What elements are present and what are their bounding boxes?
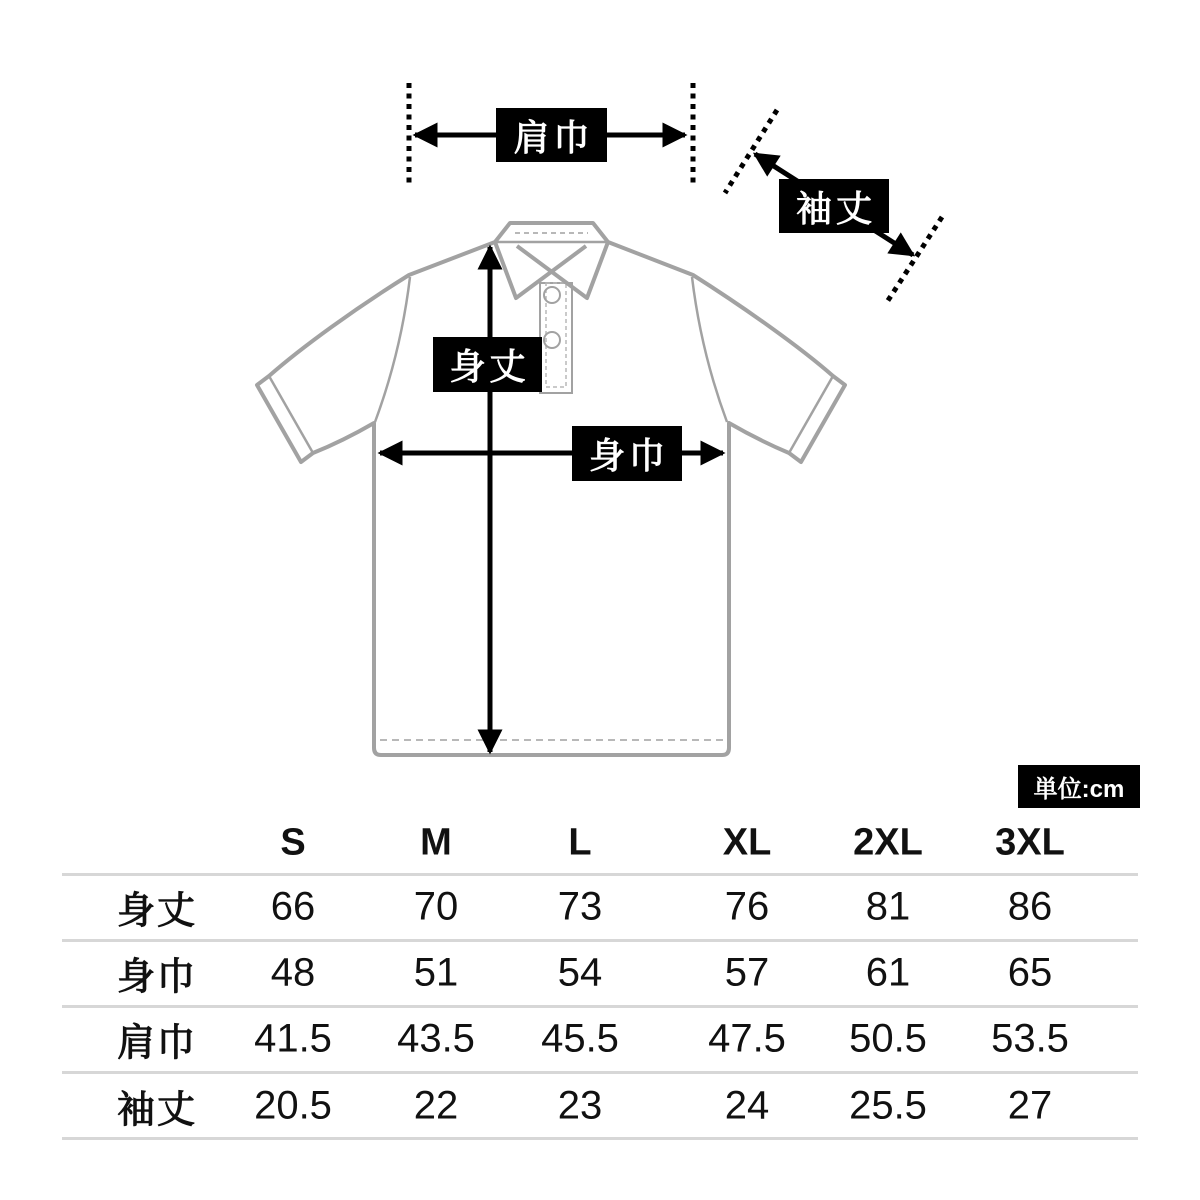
table-cell: 22 (413, 1083, 459, 1128)
table-cell: 65 (1007, 950, 1053, 995)
body-length-label: 身丈 (433, 337, 542, 392)
polo-shirt-drawing (257, 223, 845, 755)
sleeve-guide-lower (887, 217, 942, 302)
table-cell: 57 (724, 950, 770, 995)
table-cell: 23 (557, 1083, 603, 1128)
table-cell: 66 (270, 884, 316, 929)
column-header-2xl: 2XL (853, 821, 923, 864)
table-cell: 70 (413, 884, 459, 929)
table-divider (62, 873, 1138, 876)
row-label-sleeve-length: 袖丈 (116, 1089, 198, 1132)
table-cell: 43.5 (397, 1016, 475, 1061)
table-cell: 86 (1007, 884, 1053, 929)
shoulder-width-label: 肩巾 (496, 108, 607, 162)
column-header-3xl: 3XL (995, 821, 1065, 864)
table-divider (62, 1137, 1138, 1140)
body-width-label: 身巾 (572, 426, 682, 481)
table-cell: 24 (724, 1083, 770, 1128)
table-cell: 50.5 (849, 1016, 927, 1061)
row-label-body-width: 身巾 (116, 956, 198, 999)
table-divider (62, 939, 1138, 942)
sleeve-length-label: 袖丈 (779, 179, 889, 233)
table-cell: 41.5 (254, 1016, 332, 1061)
unit-label: 単位:cm (1018, 765, 1140, 808)
table-cell: 76 (724, 884, 770, 929)
column-header-xl: XL (722, 821, 772, 864)
sleeve-guide-upper (725, 110, 777, 193)
table-cell: 27 (1007, 1083, 1053, 1128)
table-cell: 51 (413, 950, 459, 995)
row-label-shoulder-width: 肩巾 (116, 1022, 198, 1065)
column-header-s: S (280, 821, 306, 864)
table-cell: 53.5 (991, 1016, 1069, 1061)
table-cell: 61 (865, 950, 911, 995)
table-cell: 45.5 (541, 1016, 619, 1061)
table-cell: 25.5 (849, 1083, 927, 1128)
row-label-body-length: 身丈 (116, 890, 198, 933)
table-cell: 81 (865, 884, 911, 929)
column-header-m: M (420, 821, 452, 864)
table-cell: 20.5 (254, 1083, 332, 1128)
table-cell: 73 (557, 884, 603, 929)
table-cell: 54 (557, 950, 603, 995)
table-cell: 47.5 (708, 1016, 786, 1061)
table-cell: 48 (270, 950, 316, 995)
table-divider (62, 1005, 1138, 1008)
table-divider (62, 1071, 1138, 1074)
column-header-l: L (568, 821, 592, 864)
